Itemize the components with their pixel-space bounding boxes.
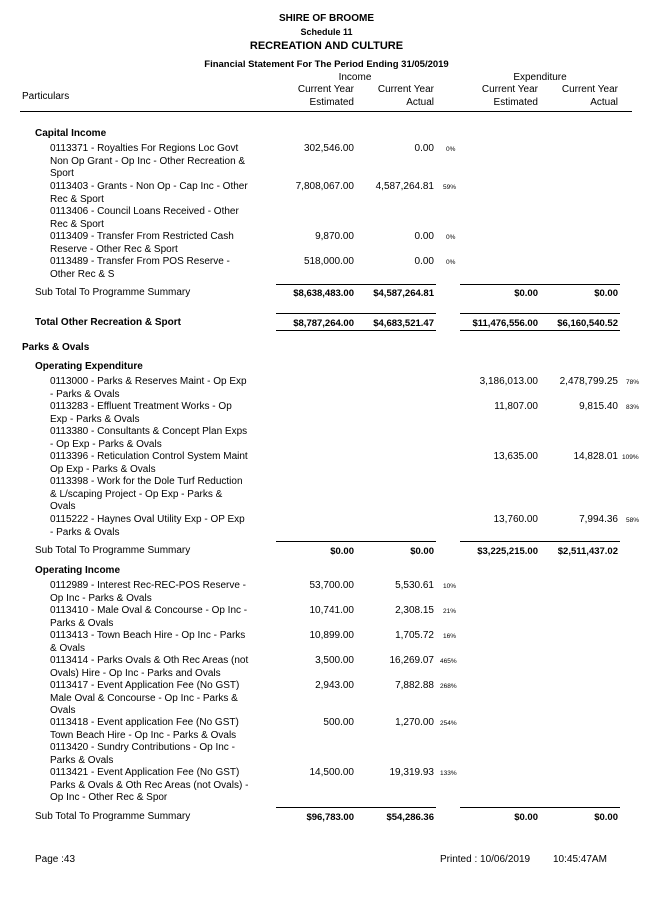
subtotal-exp-est: $3,225,215.00 [477, 546, 538, 557]
inc-act-value: 2,308.15 [395, 605, 434, 616]
subtotal-inc-act: $0.00 [410, 546, 434, 557]
parks-heading: Parks & Ovals [22, 342, 90, 353]
inc-est-label: Estimated [309, 97, 354, 108]
rule [356, 284, 436, 285]
pct-value: 0% [446, 234, 456, 241]
inc-est-value: 518,000.00 [303, 256, 354, 267]
exp-cy-label: Current Year [481, 84, 538, 95]
rule [460, 313, 540, 314]
inc-est-value: 14,500.00 [309, 767, 354, 778]
inc-act-value: 4,587,264.81 [375, 181, 434, 192]
list-item: 0113406 - Council Loans Received - Other Rec & Sport [50, 206, 239, 230]
list-item: 0113000 - Parks & Reserves Maint - Op Exp - Parks & Ovals [50, 376, 247, 400]
exp-cy-label-2: Current Year [561, 84, 618, 95]
list-item: 0113421 - Event Application Fee (No GST) Parks & Ovals & Oth Rec Areas (not Ovals) - Op Inc - Other Rec & Spor [50, 767, 249, 803]
rule [540, 284, 620, 285]
subtotal-exp-act: $0.00 [594, 288, 618, 299]
subtotal-exp-est: $0.00 [514, 812, 538, 823]
inc-est-value: 2,943.00 [315, 680, 354, 691]
inc-act-value: 0.00 [414, 231, 434, 242]
total-other-label: Total Other Recreation & Sport [35, 317, 181, 328]
rule [460, 330, 540, 331]
inc-act-value: 0.00 [414, 256, 434, 267]
rule [276, 284, 356, 285]
rule [356, 807, 436, 808]
rule [276, 541, 356, 542]
page-number: Page :43 [35, 854, 76, 865]
pct-value: 83% [626, 404, 640, 411]
capital-income-heading: Capital Income [35, 128, 107, 139]
subtotal-exp-est: $0.00 [514, 288, 538, 299]
exp-est-value: 11,807.00 [494, 401, 538, 412]
list-item: 0113420 - Sundry Contributions - Op Inc - Parks & Ovals [50, 742, 235, 766]
inc-act-value: 5,530.61 [395, 580, 434, 591]
rule [276, 807, 356, 808]
org-name: SHIRE OF BROOME [278, 13, 374, 24]
pct-value: 109% [622, 454, 639, 461]
total-exp-act: $6,160,540.52 [557, 318, 618, 329]
rule [540, 541, 620, 542]
subtotal-inc-act: $4,587,264.81 [373, 288, 434, 299]
list-item: 0113414 - Parks Ovals & Oth Rec Areas (not Ovals) Hire - Op Inc - Parks and Ovals [50, 655, 249, 679]
exp-act-value: 14,828.01 [573, 451, 618, 462]
rule [460, 284, 540, 285]
schedule-label: Schedule 11 [300, 27, 353, 37]
subtotal-inc-est: $8,638,483.00 [293, 288, 354, 299]
inc-est-value: 500.00 [323, 717, 354, 728]
pct-value: 78% [626, 379, 640, 386]
exp-act-value: 7,994.36 [579, 514, 618, 525]
subtotal-label: Sub Total To Programme Summary [35, 811, 191, 822]
period-title: Financial Statement For The Period Ending 31/05/2019 [204, 59, 449, 70]
exp-est-value: 13,635.00 [493, 451, 538, 462]
subtotal-inc-act: $54,286.36 [386, 812, 434, 823]
total-exp-est: $11,476,556.00 [472, 318, 538, 329]
inc-act-value: 16,269.07 [389, 655, 434, 666]
subtotal-inc-est: $96,783.00 [306, 812, 354, 823]
list-item: 0113283 - Effluent Treatment Works - Op Exp - Parks & Ovals [50, 401, 232, 425]
income-header: Income [338, 72, 372, 83]
printed-date: Printed : 10/06/2019 [440, 854, 531, 865]
exp-est-label: Estimated [493, 97, 538, 108]
list-item: 0113410 - Male Oval & Concourse - Op Inc - Parks & Ovals [50, 605, 248, 629]
pct-value: 21% [443, 608, 457, 615]
inc-act-value: 19,319.93 [389, 767, 434, 778]
rule [540, 313, 620, 314]
list-item: 0115222 - Haynes Oval Utility Exp - OP Exp - Parks & Ovals [50, 514, 245, 538]
list-item: 0113371 - Royalties For Regions Loc Govt Non Op Grant - Op Inc - Other Recreation & Sport [50, 143, 246, 179]
exp-est-value: 13,760.00 [493, 514, 538, 525]
subtotal-exp-act: $0.00 [594, 812, 618, 823]
pct-value: 10% [443, 583, 457, 590]
pct-value: 268% [440, 683, 457, 690]
rule [356, 330, 436, 331]
inc-est-value: 302,546.00 [303, 143, 354, 154]
subtotal-label: Sub Total To Programme Summary [35, 287, 191, 298]
rule [276, 313, 356, 314]
exp-est-value: 3,186,013.00 [479, 376, 538, 387]
header-rule [20, 111, 632, 112]
opex-heading: Operating Expenditure [35, 361, 143, 372]
particulars-header: Particulars [22, 91, 70, 102]
exp-act-value: 9,815.40 [579, 401, 618, 412]
inc-cy-label-2: Current Year [377, 84, 434, 95]
list-item: 0113403 - Grants - Non Op - Cap Inc - Other Rec & Sport [50, 181, 248, 205]
subtotal-label: Sub Total To Programme Summary [35, 545, 191, 556]
exp-act-label: Actual [590, 97, 618, 108]
exp-act-value: 2,478,799.25 [559, 376, 618, 387]
subtotal-inc-est: $0.00 [330, 546, 354, 557]
pct-value: 59% [443, 184, 457, 191]
list-item: 0113398 - Work for the Dole Turf Reduction & L/scaping Project - Op Exp - Parks & Ovals [50, 476, 243, 512]
total-inc-act: $4,683,521.47 [373, 318, 434, 329]
opinc-heading: Operating Income [35, 565, 121, 576]
list-item: 0113380 - Consultants & Concept Plan Exps - Op Exp - Parks & Ovals [50, 426, 248, 450]
rule [356, 313, 436, 314]
list-item: 0113396 - Reticulation Control System Maint Op Exp - Parks & Ovals [50, 451, 248, 475]
list-item: 0113418 - Event application Fee (No GST) Town Beach Hire - Op Inc - Parks & Ovals [50, 717, 239, 741]
rule [460, 807, 540, 808]
pct-value: 465% [440, 658, 457, 665]
report-title: RECREATION AND CULTURE [249, 40, 404, 52]
pct-value: 0% [446, 146, 456, 153]
subtotal-exp-act: $2,511,437.02 [557, 546, 618, 557]
inc-act-label: Actual [406, 97, 434, 108]
expenditure-header: Expenditure [513, 72, 567, 83]
list-item: 0113489 - Transfer From POS Reserve - Other Rec & S [50, 256, 230, 280]
pct-value: 0% [446, 259, 456, 266]
total-inc-est: $8,787,264.00 [293, 318, 354, 329]
list-item: 0112989 - Interest Rec-REC-POS Reserve - Op Inc - Parks & Ovals [50, 580, 247, 604]
rule [540, 807, 620, 808]
inc-est-value: 53,700.00 [309, 580, 354, 591]
printed-time: 10:45:47AM [553, 854, 607, 865]
rule [540, 330, 620, 331]
inc-cy-label: Current Year [297, 84, 354, 95]
list-item: 0113413 - Town Beach Hire - Op Inc - Parks & Ovals [50, 630, 246, 654]
rule [276, 330, 356, 331]
inc-act-value: 1,705.72 [395, 630, 434, 641]
pct-value: 16% [443, 633, 457, 640]
pct-value: 254% [440, 720, 457, 727]
inc-est-value: 10,899.00 [309, 630, 354, 641]
rule [356, 541, 436, 542]
pct-value: 133% [440, 770, 457, 777]
inc-act-value: 1,270.00 [395, 717, 434, 728]
inc-est-value: 3,500.00 [315, 655, 354, 666]
inc-act-value: 7,882.88 [395, 680, 434, 691]
inc-est-value: 7,808,067.00 [295, 181, 354, 192]
inc-est-value: 10,741.00 [309, 605, 354, 616]
inc-act-value: 0.00 [414, 143, 434, 154]
inc-est-value: 9,870.00 [315, 231, 354, 242]
list-item: 0113409 - Transfer From Restricted Cash Reserve - Other Rec & Sport [50, 231, 234, 255]
pct-value: 58% [626, 517, 640, 524]
list-item: 0113417 - Event Application Fee (No GST) Male Oval & Concourse - Op Inc - Parks & Ovals [50, 680, 240, 716]
rule [460, 541, 540, 542]
